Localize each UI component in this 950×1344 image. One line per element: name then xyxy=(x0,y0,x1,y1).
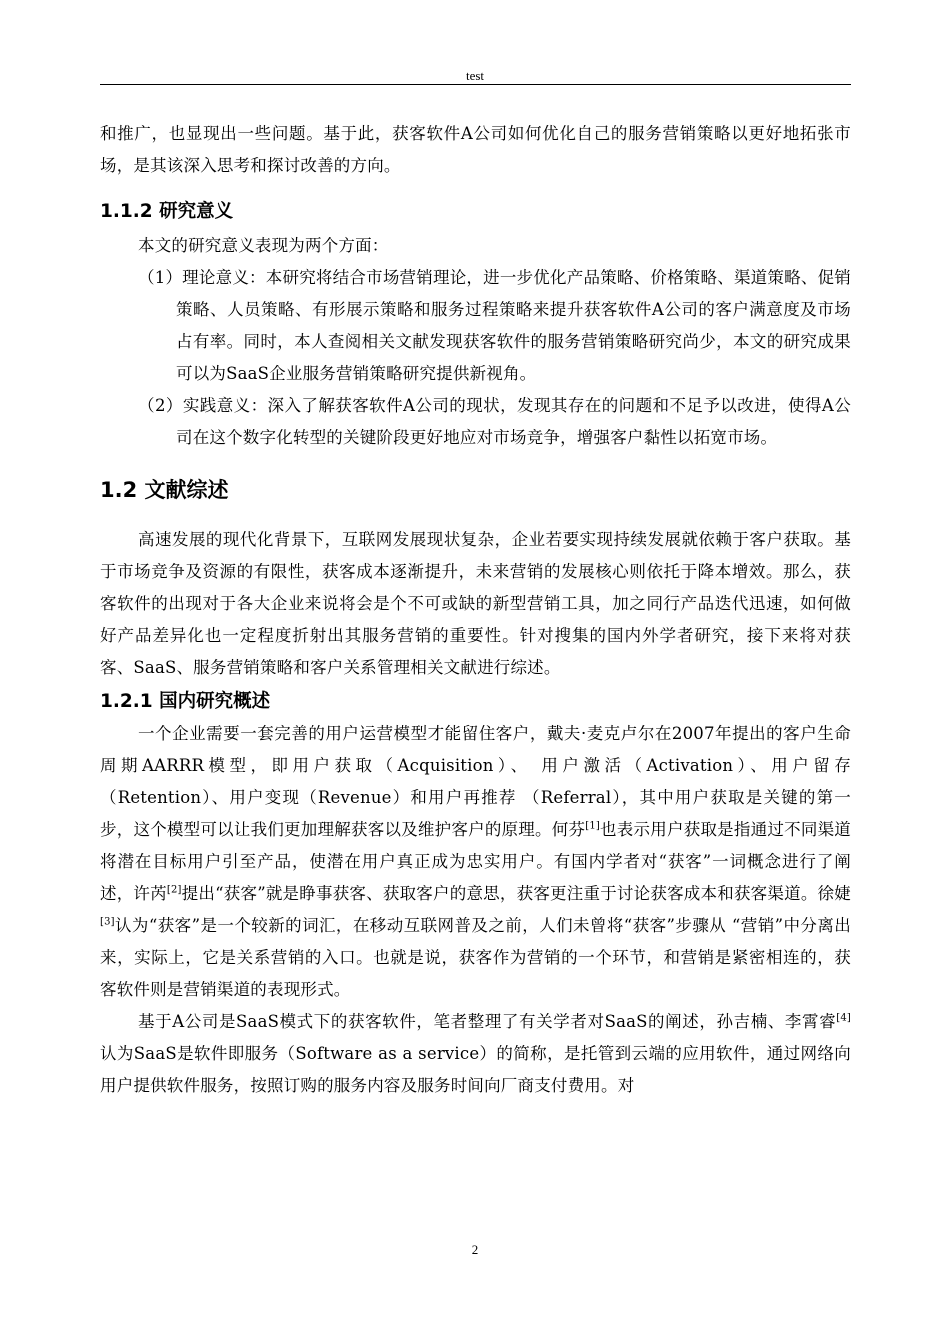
citation-ref: [3] xyxy=(100,916,115,928)
section-heading-1-2-1: 1.2.1 国内研究概述 xyxy=(100,691,271,712)
text-segment: 基于A公司是SaaS模式下的获客软件，笔者整理了有关学者对SaaS的阐述，孙吉楠、李霄睿 xyxy=(138,1012,837,1031)
text-segment: 提出“获客”就是睁事获客、获取客户的意思，获客更注重于讨论获客成本和获客渠道。徐婕 xyxy=(181,884,851,903)
header-divider xyxy=(100,84,851,85)
paragraph-significance-intro: 本文的研究意义表现为两个方面： xyxy=(138,236,389,255)
list-item-theoretical: （1）理论意义：本研究将结合市场营销理论，进一步优化产品策略、价格策略、渠道策略、促销策略、人员策略、有形展示策略和服务过程策略来提升获客软件A公司的客户满意度及市场占有率。同时，本人查阅相关文献发现获客软件的服务营销策略研究尚少，本文的研究成果可以为SaaS企业服务营销策略研究提供新视角。 xyxy=(138,268,851,383)
paragraph-literature-intro: 高速发展的现代化背景下，互联网发展现状复杂，企业若要实现持续发展就依赖于客户获取。基于市场竞争及资源的有限性，获客成本逐渐提升，未来营销的发展核心则依托于降本增效。那么，获客软件的出现对于各大企业来说将会是个不可或缺的新型营销工具，加之同行产品迭代迅速，如何做好产品差异化也一定程度折射出其服务营销的重要性。针对搜集的国内外学者研究，接下来将对获客、SaaS、服务营销策略和客户关系管理相关文献进行综述。 xyxy=(100,530,851,677)
section-heading-1-2: 1.2 文献综述 xyxy=(100,478,229,502)
page-number: 2 xyxy=(471,1242,479,1257)
citation-ref: [2] xyxy=(166,884,182,896)
citation-ref: [4] xyxy=(836,1012,851,1024)
text-segment: 认为“获客”是一个较新的词汇，在移动互联网普及之前，人们未曾将“获客”步骤从 “营销”中分离出来，实际上，它是关系营销的入口。也就是说，获客作为营销的一个环节，和营销是紧密相连的，获客软件则是营销渠道的表现形式。 xyxy=(100,916,851,999)
page-body xyxy=(100,118,851,1102)
paragraph-domestic-research xyxy=(100,718,851,1006)
section-heading-1-1-2: 1.1.2 研究意义 xyxy=(100,201,234,222)
paragraph-saas-research xyxy=(100,1006,851,1102)
page-header: test xyxy=(465,68,485,83)
list-item-practical: （2）实践意义：深入了解获客软件A公司的现状，发现其存在的问题和不足予以改进，使得A公司在这个数字化转型的关键阶段更好地应对市场竞争，增强客户黏性以拓宽市场。 xyxy=(138,396,851,447)
text-segment: 一个企业需要一套完善的用户运营模型才能留住客户，戴夫·麦克卢尔在2007年提出的客户生命周期AARRR模型，即用户获取（Acquisition）、 用户激活（Activation）、用户留存（Retention）、用户变现（Revenue）和用户再推荐 （Referral），其中用户获取是关键的第一步，这个模型可以让我们更加理解获客以及维护客户的原理。何芬 xyxy=(100,724,851,839)
text-segment: 也表示用户获取是指通过不同渠道将潜在目标用户引至产品，使潜在用户真正成为忠实用户。有国内学者对“获客”一词概念进行了阐述，许芮 xyxy=(100,820,852,903)
paragraph-continuation: 和推广，也显现出一些问题。基于此，获客软件A公司如何优化自己的服务营销策略以更好地拓张市场，是其该深入思考和探讨改善的方向。 xyxy=(100,124,851,175)
citation-ref: [1] xyxy=(585,820,601,832)
text-segment: 认为SaaS是软件即服务（Software as a service）的简称，是托管到云端的应用软件，通过网络向用户提供软件服务，按照订购的服务内容及服务时间向厂商支付费用。对 xyxy=(100,1044,851,1095)
